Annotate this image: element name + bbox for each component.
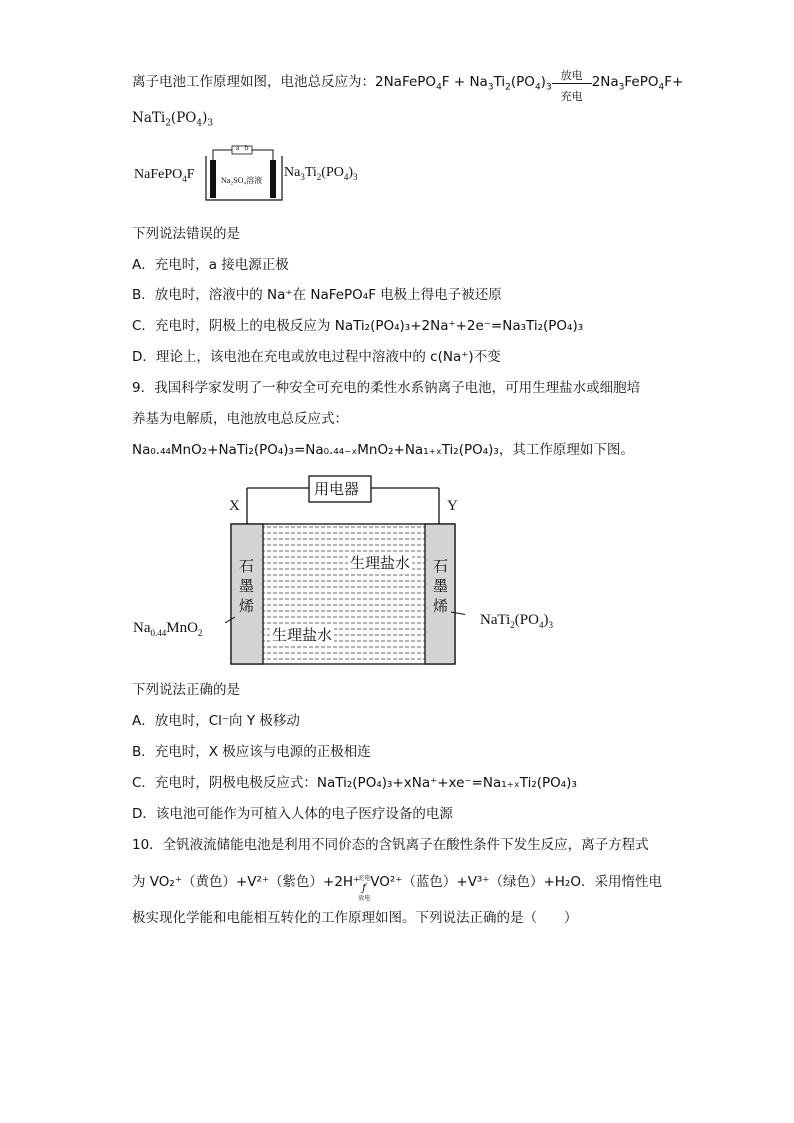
q9-option-a: A．放电时，Cl⁻向 Y 极移动 (132, 713, 300, 729)
q8-fig-right-label: $Na_3Ti_2(PO_4)_3$ (284, 165, 358, 182)
q9-stem-2: 养基为电解质，电池放电总反应式： (132, 411, 348, 427)
reversible-arrow: 放电 充电 (552, 81, 592, 84)
q9-question: 下列说法正确的是 (132, 682, 240, 698)
q8-label-b: b (245, 144, 249, 152)
q9-stem-1: 9．我国科学家发明了一种安全可充电的柔性水系钠离子电池，可用生理盐水或细胞培 (132, 380, 641, 396)
q8-option-d: D．理论上，该电池在充电或放电过程中溶液中的 c(Na⁺)不变 (132, 349, 501, 365)
q9-option-c: C．充电时，阴极电极反应式：NaTi₂(PO₄)₃+xNa⁺+xe⁻=Na₁₊ₓTi₂(PO₄)₃ (132, 775, 577, 791)
q10-reversible-arrow: 充电 ƒ 放电 (358, 875, 371, 902)
q9-x-label: X (229, 498, 240, 514)
q10-stem-3: 极实现化学能和电能相互转化的工作原理如图。下列说法正确的是（ ） (132, 910, 578, 926)
q8-fig-left-label: NaFePO$_4$F (134, 167, 195, 184)
q9-option-d: D．该电池可能作为可植入人体的电子医疗设备的电源 (132, 806, 453, 822)
q9-solution-top: 生理盐水 (348, 552, 412, 573)
q8-label-a: a (236, 144, 240, 152)
q10-stem-1: 10．全钒液流储能电池是利用不同价态的含钒离子在酸性条件下发生反应，离子方程式 (132, 837, 649, 853)
q9-left-material-label: $Na_{0.44}MnO_2$ (133, 620, 203, 638)
q8-option-b: B．放电时，溶液中的 Na⁺在 NaFePO₄F 电极上得电子被还原 (132, 287, 502, 303)
q8-option-c: C．充电时，阴极上的电极反应为 NaTi₂(PO₄)₃+2Na⁺+2e⁻=Na₃Ti₂(PO₄)₃ (132, 318, 584, 334)
q8-intro-line2: $NaTi_2(PO_4)_3$ (132, 110, 214, 129)
q10-stem-2: 为 VO₂⁺（黄色）+V²⁺（紫色）+2H⁺ 充电 ƒ 放电 VO²⁺（蓝色）+V³⁺（绿色）+H₂O．采用惰性电 (132, 874, 662, 902)
q9-left-electrode-label: 石 墨 烯 (239, 559, 255, 615)
q9-stem-3: Na₀.₄₄MnO₂+NaTi₂(PO₄)₃=Na₀.₄₄₋ₓMnO₂+Na₁₊ₓTi₂(PO₄)₃，其工作原理如下图。 (132, 442, 634, 458)
q8-question: 下列说法错误的是 (132, 226, 240, 242)
q9-option-b: B．充电时，X 极应该与电源的正极相连 (132, 744, 371, 760)
q9-right-material-label: $NaTi_2(PO_4)_3$ (480, 612, 553, 630)
q9-solution-bottom: 生理盐水 (270, 624, 334, 645)
q8-intro-line1: 离子电池工作原理如图，电池总反应为：2NaFePO$_4$F + $Na_3Ti_2(PO_4)_3$ 放电 充电 $2Na_3FePO_4F+$ (132, 68, 684, 103)
q9-y-label: Y (447, 498, 458, 514)
q9-right-electrode-label: 石 墨 烯 (433, 559, 449, 615)
q9-device-label: 用电器 (314, 482, 360, 498)
q8-option-a: A．充电时，a 接电源正极 (132, 257, 289, 273)
q9-cell-diagram (225, 470, 465, 670)
q8-solution-label: Na₂SO₄溶液 (221, 176, 263, 185)
